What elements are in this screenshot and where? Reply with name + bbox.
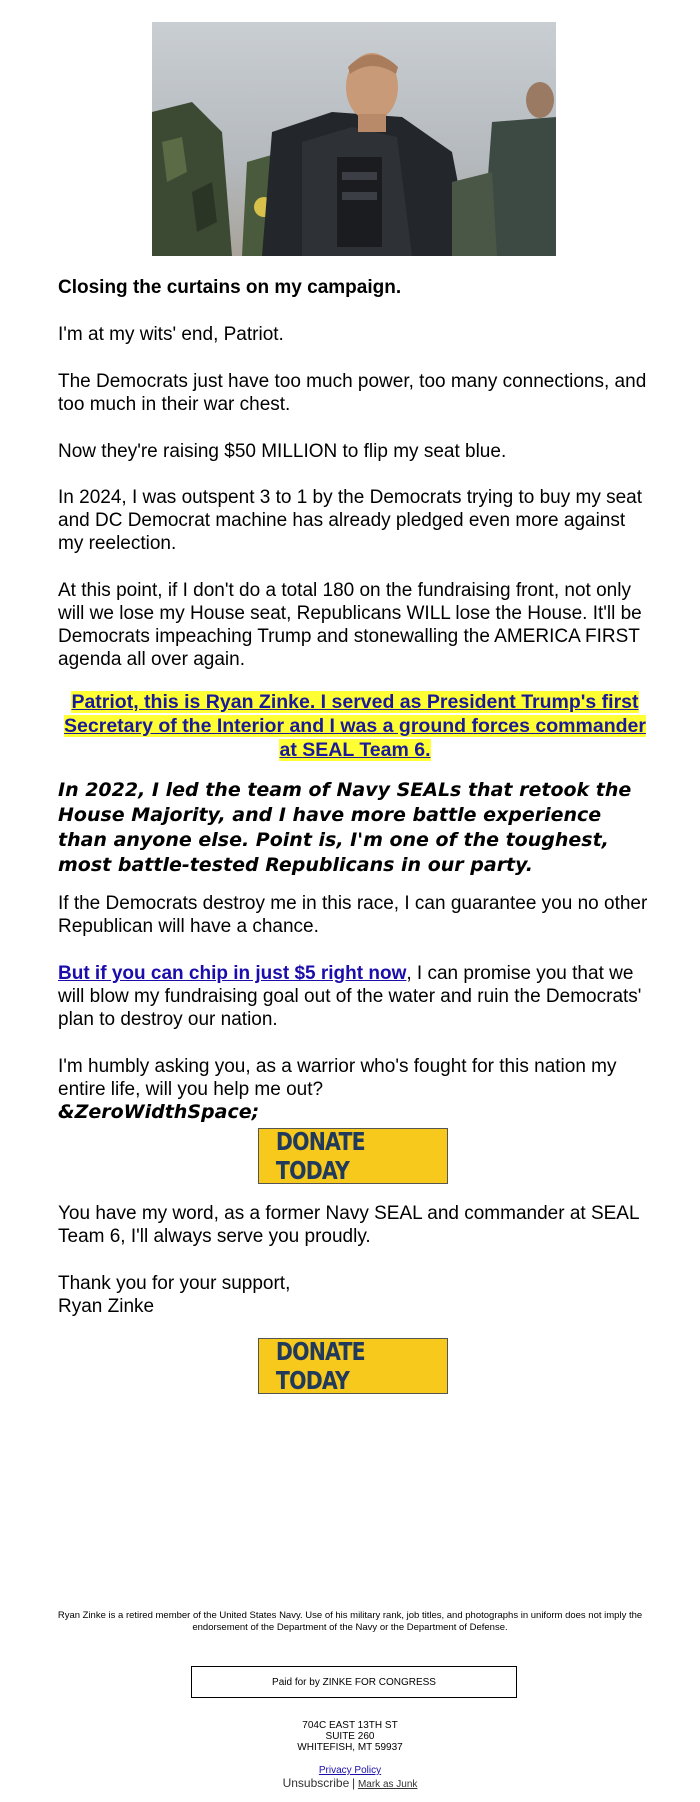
hero-photo	[152, 22, 556, 256]
footer-links	[200, 1765, 500, 1791]
bio-link[interactable]: Patriot, this is Ryan Zinke. I served as President Trump's first Secretary of the Interior and I was a ground forces commander at SEAL Team 6.	[64, 691, 646, 761]
paid-for-box	[191, 1666, 517, 1698]
address-line-3: WHITEFISH, MT 59937	[297, 1742, 403, 1753]
donate-button-2-label: DONATE TODAY	[275, 1337, 365, 1395]
paragraph-7-rest: , I can promise you that we will blow my fundraising goal out of the water and ruin the Democrats' plan to destroy our nation.	[58, 963, 642, 1030]
military-disclaimer: Ryan Zinke is a retired member of the United States Navy. Use of his military rank, job titles, and photographs in uniform does not imply the endorsement of the Department of the Navy or the Department of Defense.	[57, 1610, 643, 1633]
paragraph-4: In 2024, I was outspent 3 to 1 by the Democrats trying to buy my seat and DC Democrat machine has already pledged even more against my reelection.	[58, 487, 643, 554]
paid-for-text: Paid for by ZINKE FOR CONGRESS	[272, 1676, 436, 1688]
paragraph-5: At this point, if I don't do a total 180 on the fundraising front, not only will we lose my House seat, Republicans WILL lose the House. It'll be Democrats impeaching Trump and stonewalling the AMERICA FIRST agenda all over again.	[58, 580, 642, 670]
mark-as-junk-link[interactable]: Mark as Junk	[357, 1779, 418, 1790]
bold-italic-paragraph: In 2022, I led the team of Navy SEALs that retook the House Majority, and I have more battle experience than anyone else. Point is, I'm one of the toughest, most battle-tested Republicans in our party.	[58, 779, 632, 876]
paragraph-7	[58, 962, 652, 1031]
paragraph-8: I'm humbly asking you, as a warrior who's fought for this nation my entire life, will you help me out?	[58, 1056, 617, 1100]
unsubscribe-link[interactable]: Unsubscribe	[282, 1776, 350, 1790]
paragraph-2: The Democrats just have too much power, too many connections, and too much in their war chest.	[58, 371, 647, 415]
donate-button-1[interactable]	[258, 1128, 448, 1184]
paragraph-6: If the Democrats destroy me in this race, I can guarantee you no other Republican will have a chance.	[58, 893, 648, 937]
thanks-line: Thank you for your support,	[58, 1273, 291, 1294]
zero-width-text: &ZeroWidthSpace;	[58, 1101, 260, 1123]
chip-in-link[interactable]: But if you can chip in just $5 right now	[58, 963, 407, 984]
footer-separator: |	[352, 1776, 356, 1790]
donate-button-1-label: DONATE TODAY	[275, 1127, 365, 1185]
address-line-1: 704C EAST 13TH ST	[302, 1720, 398, 1731]
highlight-paragraph	[58, 690, 652, 762]
soldier-photo-icon	[152, 22, 556, 256]
donate-button-2[interactable]	[258, 1338, 448, 1394]
signature: Ryan Zinke	[58, 1296, 155, 1317]
headline: Closing the curtains on my campaign.	[58, 277, 402, 298]
paragraph-3: Now they're raising $50 MILLION to flip my seat blue.	[58, 441, 507, 462]
paragraph-9: You have my word, as a former Navy SEAL and commander at SEAL Team 6, I'll always serve you proudly.	[58, 1203, 639, 1247]
paragraph-1: I'm at my wits' end, Patriot.	[58, 324, 284, 345]
address-line-2: SUITE 260	[325, 1731, 375, 1742]
privacy-policy-link[interactable]: Privacy Policy	[318, 1765, 382, 1776]
mailing-address	[200, 1720, 500, 1753]
